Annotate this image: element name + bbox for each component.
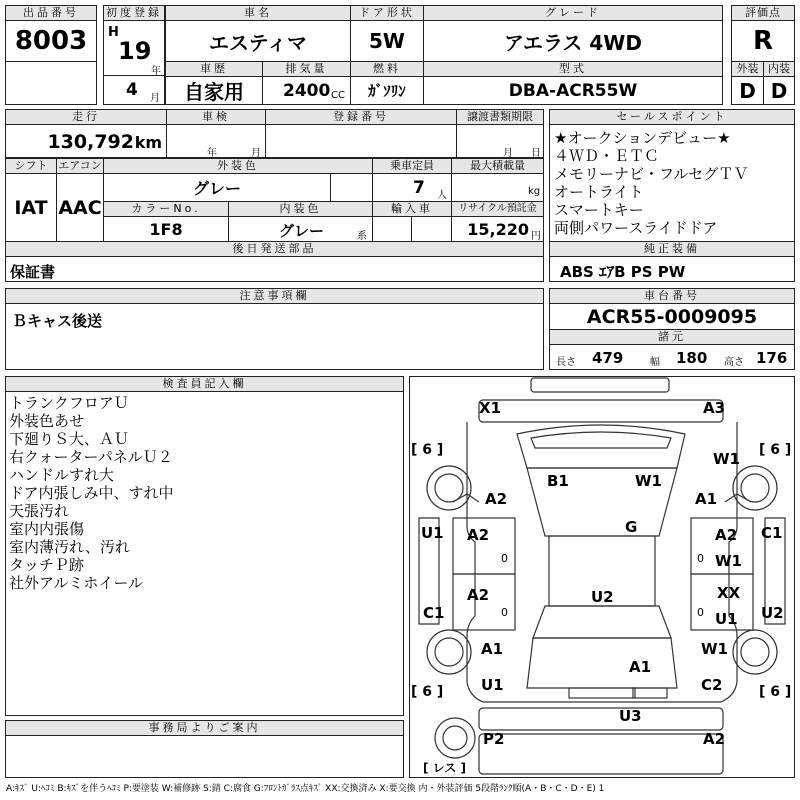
capacity-label: 乗車定員	[372, 158, 452, 174]
inspector-comment: 右クォーターパネルＵ２	[9, 448, 173, 466]
damage-diagram	[409, 376, 795, 778]
history-label: 車歴	[165, 61, 263, 77]
damage-mark: A3	[703, 399, 726, 417]
mileage: 130,792	[47, 131, 134, 153]
fuel-label: 燃料	[350, 61, 424, 77]
tire-tread: [ 6 ]	[759, 684, 792, 700]
capacity-unit: 人	[437, 190, 447, 201]
damage-mark: U2	[591, 588, 614, 606]
zero-mark: 0	[501, 552, 508, 565]
exterior-grade: D	[731, 76, 764, 105]
grade-label: グレード	[423, 5, 723, 21]
damage-mark: A2	[485, 490, 508, 508]
office-notice	[5, 735, 404, 778]
mileage-unit: km	[134, 133, 162, 152]
inspection-cell	[166, 124, 266, 158]
damage-mark: A2	[703, 730, 726, 748]
inspector-comment: 下廻りＳ大、ＡＵ	[9, 430, 130, 448]
first-registration-label: 初度登録	[103, 5, 165, 21]
inspection-year-unit: 年	[207, 148, 217, 158]
car-outline	[419, 378, 785, 774]
capacity-cell	[372, 173, 452, 202]
exterior-color-label: 外装色	[103, 158, 373, 174]
sales-point: メモリーナビ・フルセグＴＶ	[554, 165, 749, 183]
fuel: ｶﾞｿﾘﾝ	[350, 76, 424, 105]
recycle-fee: 15,220	[467, 220, 529, 239]
recycle-unit: 円	[531, 231, 541, 242]
import-label: 輸入車	[372, 201, 452, 217]
shift-label: シフト	[5, 158, 57, 174]
grade: アエラス 4WD	[423, 20, 723, 62]
interior-color: グレー	[279, 222, 325, 240]
tire-tread: [ 6 ]	[411, 442, 444, 458]
inspector-comment: タッチＰ跡	[9, 556, 85, 574]
damage-mark: G	[625, 518, 638, 536]
inspector-comment: 室内内張傷	[9, 520, 85, 538]
interior-color-label: 内装色	[228, 201, 373, 217]
registration-number-label: 登録番号	[265, 109, 457, 125]
car-name: エスティマ	[165, 20, 351, 62]
inspector-comment: 室内薄汚れ、汚れ	[9, 538, 130, 556]
inspection-month-unit: 月	[251, 148, 261, 158]
length: 479	[592, 349, 624, 367]
tire-tread: [ 6 ]	[411, 684, 444, 700]
transfer-deadline-cell	[456, 124, 544, 158]
damage-mark: A1	[481, 640, 504, 658]
score: R	[731, 20, 795, 62]
later-parts-cell	[5, 256, 544, 282]
damage-mark: A1	[695, 490, 718, 508]
damage-mark: A2	[467, 526, 490, 544]
later-parts: 保証書	[10, 263, 56, 281]
tire-tread-labels	[411, 442, 791, 775]
zero-mark: 0	[501, 606, 508, 619]
year-unit: 年	[151, 66, 161, 76]
inspector-comment: ハンドルすれ大	[9, 466, 115, 484]
max-load-label: 最大積載量	[451, 158, 544, 174]
notes-cell	[5, 303, 544, 370]
import-value	[372, 216, 412, 242]
shift: IAT	[5, 173, 57, 242]
lot-number-blank	[5, 61, 97, 105]
mileage-cell	[5, 124, 167, 158]
inspector-comment: ドア内張しみ中、すれ中	[9, 484, 174, 502]
height-label: 高さ	[724, 357, 744, 368]
registration-year: 19	[118, 37, 152, 65]
displacement: 2400	[283, 81, 331, 101]
spare-tire: [ レス ]	[423, 761, 466, 775]
lot-number-label: 出品番号	[5, 5, 97, 21]
equipment: ABS ｴｱB PS PW	[560, 263, 686, 281]
damage-mark: W1	[635, 472, 662, 490]
damage-mark: W1	[701, 640, 728, 658]
inspector-label: 検査員記入欄	[5, 376, 404, 392]
dimensions-cell	[549, 344, 795, 370]
sales-point: ★オークションデビュー★	[554, 129, 731, 147]
era-letter: H	[108, 25, 119, 40]
color-number-label: カラーNo.	[103, 201, 229, 217]
height: 176	[756, 349, 788, 367]
inspector-comments	[5, 391, 404, 716]
chassis-number: ACR55-0009095	[549, 303, 795, 330]
inspector-comment: トランクフロアＵ	[9, 394, 129, 412]
damage-mark: W1	[715, 552, 742, 570]
model-label: 型式	[423, 61, 723, 77]
transfer-month-unit: 月	[503, 148, 513, 158]
inspector-comment: 外装色あせ	[9, 412, 85, 430]
history: 自家用	[165, 76, 263, 105]
damage-mark: A2	[467, 586, 490, 604]
equipment-cell	[549, 256, 795, 282]
damage-mark: A1	[629, 658, 652, 676]
damage-mark: W1	[713, 450, 740, 468]
damage-mark: U2	[761, 604, 784, 622]
length-label: 長さ	[556, 357, 576, 368]
width: 180	[676, 349, 708, 367]
aircon: AAC	[56, 173, 104, 242]
damage-mark: P2	[483, 730, 505, 748]
door-type-label: ドア形状	[350, 5, 424, 21]
damage-mark: U3	[619, 707, 642, 725]
recycle-cell	[451, 216, 544, 242]
max-load-cell	[451, 173, 544, 202]
mileage-label: 走行	[5, 109, 167, 125]
max-load-unit: kg	[528, 186, 541, 197]
first-registration-month	[103, 75, 165, 105]
month-unit: 月	[150, 93, 160, 104]
registration-month: 4	[126, 80, 138, 100]
damage-mark: C1	[423, 604, 445, 622]
zero-marks	[501, 552, 704, 619]
dimensions-label: 諸元	[549, 329, 795, 345]
capacity: 7	[413, 178, 425, 198]
sales-points-list	[549, 124, 795, 242]
equipment-label: 純正装備	[549, 241, 795, 257]
damage-mark: U1	[715, 610, 738, 628]
displacement-label: 排気量	[262, 61, 351, 77]
door-type: 5W	[350, 20, 424, 62]
first-registration-year	[103, 20, 165, 76]
zero-mark: 0	[697, 606, 704, 619]
inspector-comment: 天張汚れ	[9, 502, 70, 520]
damage-mark: B1	[547, 472, 569, 490]
legend: A:ｷｽﾞ U:ﾍｺﾐ B:ｷｽﾞを伴うﾍｺﾐ P:要塗装 W:補修跡 S:錆 C:腐食 G:ﾌﾛﾝﾄｶﾞﾗｽ点ｷｽﾞ XX:交換済み X:要交換 内・外装評価 5段階ﾗﾝｸ順(A・B・C・D・E) 1	[6, 784, 605, 794]
chassis-label: 車台番号	[549, 288, 795, 304]
interior-label: 内装	[763, 61, 795, 77]
interior-color-cell	[228, 216, 373, 242]
aircon-label: エアコン	[56, 158, 104, 174]
notes-label: 注意事項欄	[5, 288, 544, 304]
sales-point: 両側パワースライドドア	[554, 219, 718, 237]
import-value-2	[411, 216, 452, 242]
damage-mark: X1	[479, 399, 502, 417]
damage-mark: U1	[481, 676, 504, 694]
zero-mark: 0	[697, 552, 704, 565]
damage-mark: A2	[715, 526, 738, 544]
model-code: DBA-ACR55W	[423, 76, 723, 105]
color-number: 1F8	[103, 216, 229, 242]
interior-grade: D	[763, 76, 795, 105]
later-parts-label: 後日発送部品	[5, 241, 544, 257]
damage-mark: C2	[701, 676, 723, 694]
sales-point: ４ＷＤ・ＥＴＣ	[554, 147, 660, 165]
exterior-color: グレー	[103, 173, 331, 202]
sales-point: スマートキー	[554, 201, 644, 219]
damage-mark: C1	[761, 524, 783, 542]
score-label: 評価点	[731, 5, 795, 21]
damage-mark: XX	[717, 584, 741, 602]
sales-points-label: セールスポイント	[549, 109, 795, 125]
inspector-comment: 社外アルミホイール	[9, 574, 144, 592]
exterior-label: 外装	[731, 61, 764, 77]
tire-tread: [ 6 ]	[759, 442, 792, 458]
notes: Ｂキャス後送	[12, 312, 103, 330]
transfer-day-unit: 日	[531, 148, 541, 158]
transfer-deadline-label: 譲渡書類期限	[456, 109, 544, 125]
lot-number: 8003	[5, 20, 97, 62]
interior-color-unit: 系	[357, 231, 367, 242]
car-name-label: 車名	[165, 5, 351, 21]
displacement-unit: CC	[331, 90, 345, 101]
exterior-color-blank	[330, 173, 373, 202]
recycle-label: リサイクル預託金	[451, 201, 544, 217]
width-label: 幅	[650, 357, 660, 368]
registration-number	[265, 124, 457, 158]
inspection-label: 車検	[166, 109, 266, 125]
office-notice-label: 事務局よりご案内	[5, 720, 404, 736]
sales-point: オートライト	[554, 183, 644, 201]
displacement-cell	[262, 76, 351, 105]
damage-mark: U1	[421, 524, 444, 542]
